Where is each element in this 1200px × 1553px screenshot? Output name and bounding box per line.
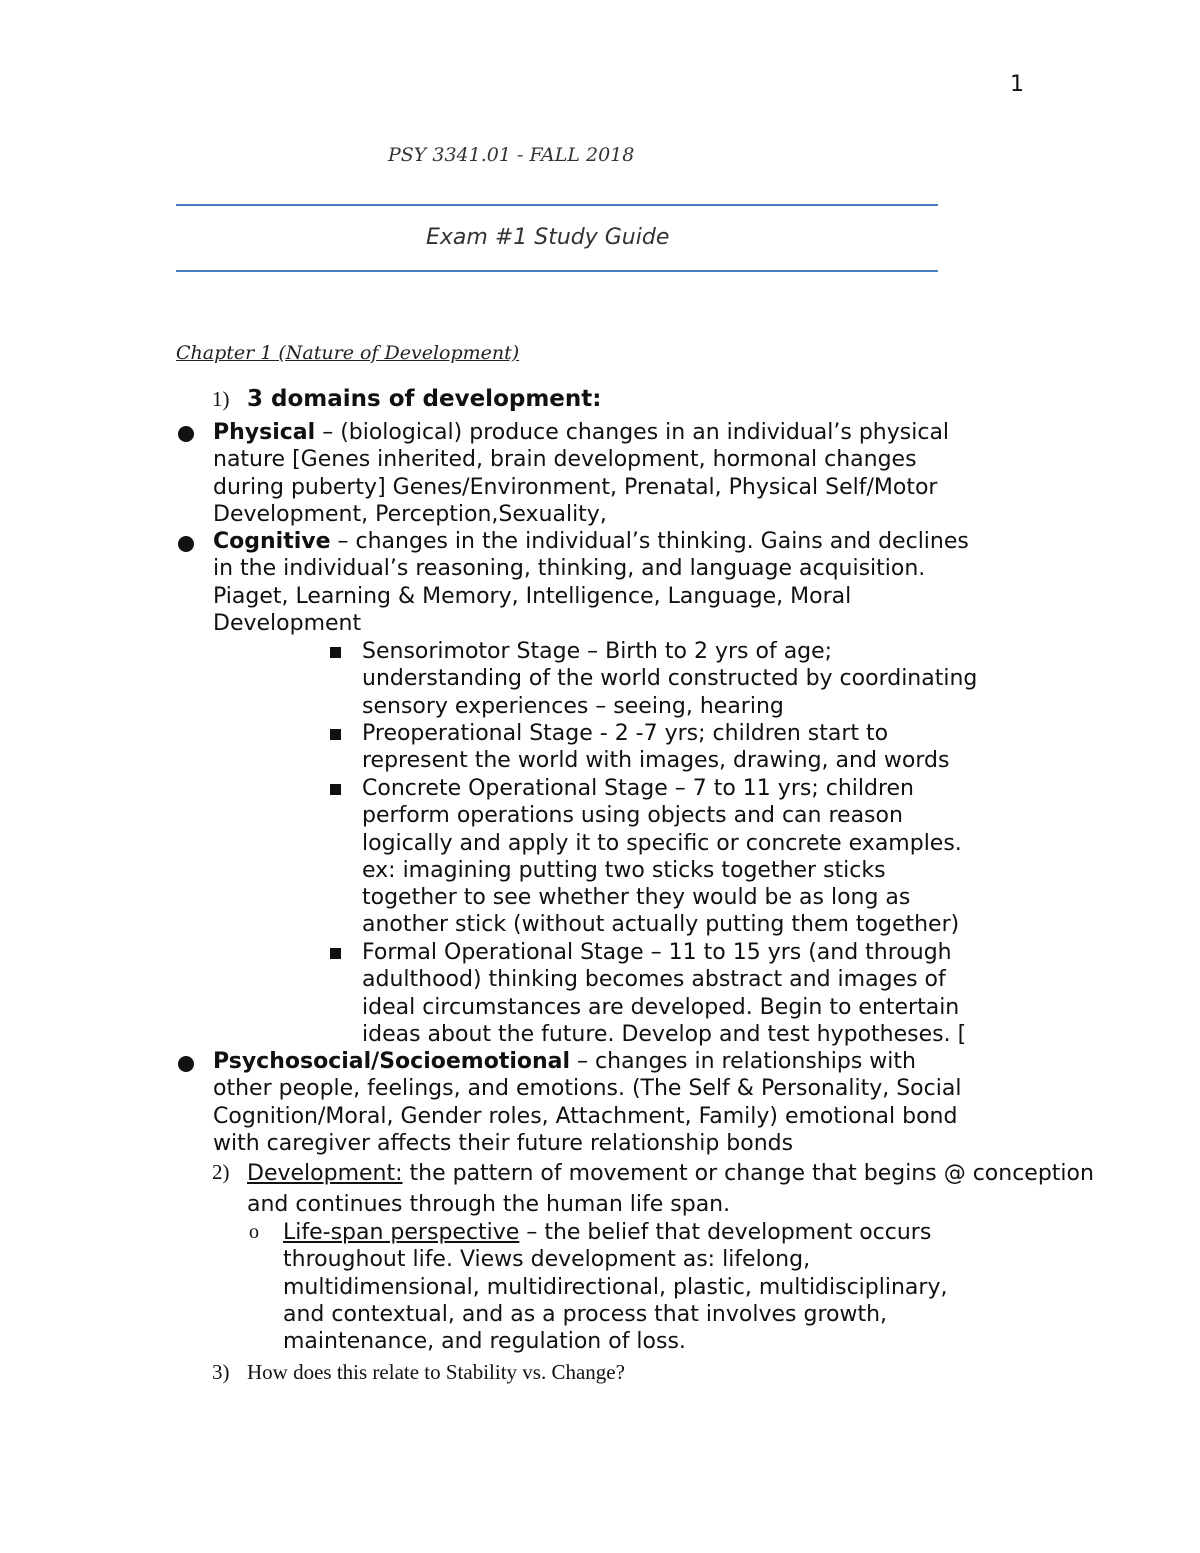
life-span-perspective xyxy=(283,1219,1183,1355)
stage-text: another stick (without actually putting them together) xyxy=(362,912,960,938)
chapter-heading: Chapter 1 (Nature of Development) xyxy=(176,342,520,364)
section-2-number: 2) xyxy=(212,1160,230,1184)
domain-text: – changes in relationships with xyxy=(570,1049,916,1074)
definition-text: throughout life. Views development as: lifelong, xyxy=(283,1247,811,1273)
square-bullet-icon xyxy=(330,647,341,658)
domain-text: in the individual’s reasoning, thinking, and language acquisition. xyxy=(213,556,926,582)
stage-preoperational xyxy=(362,720,1162,775)
domain-text: Cognition/Moral, Gender roles, Attachment, Family) emotional bond xyxy=(213,1103,958,1129)
domain-term: Psychosocial/Socioemotional xyxy=(213,1049,571,1074)
domain-text: Development, Perception,Sexuality, xyxy=(213,501,607,527)
development-definition xyxy=(247,1158,1187,1220)
square-bullet-icon xyxy=(330,948,341,959)
domain-cognitive xyxy=(213,528,1173,637)
bullet-icon xyxy=(178,536,194,552)
domain-physical xyxy=(213,419,1173,528)
domain-psychosocial xyxy=(213,1048,1173,1157)
section-3-number: 3) xyxy=(212,1360,230,1384)
section-1-number: 1) xyxy=(212,387,230,411)
square-bullet-icon xyxy=(330,729,341,740)
section-1-heading: 3 domains of development: xyxy=(247,386,602,412)
domain-text: other people, feelings, and emotions. (The Self & Personality, Social xyxy=(213,1076,962,1102)
stage-text: perform operations using objects and can reason xyxy=(362,803,903,829)
stage-formal-operational xyxy=(362,939,1162,1048)
stage-text: ideal circumstances are developed. Begin to entertain xyxy=(362,994,960,1020)
document-title: Exam #1 Study Guide xyxy=(426,225,670,250)
square-bullet-icon xyxy=(330,784,341,795)
stage-text: Preoperational Stage - 2 -7 yrs; children start to xyxy=(362,721,889,746)
top-rule xyxy=(176,204,938,206)
definition-text: and contextual, and as a process that involves growth, xyxy=(283,1301,888,1327)
stage-text: understanding of the world constructed by coordinating xyxy=(362,666,978,692)
stage-concrete-operational xyxy=(362,775,1162,939)
definition-text: the pattern of movement or change that begins @ conception xyxy=(402,1161,1094,1186)
life-span-term: Life-span perspective xyxy=(283,1220,520,1245)
stage-text: Concrete Operational Stage – 7 to 11 yrs; children xyxy=(362,776,914,801)
domain-text: Development xyxy=(213,610,362,636)
section-3-question: How does this relate to Stability vs. Change? xyxy=(247,1360,625,1384)
domain-text: – (biological) produce changes in an individual’s physical xyxy=(315,420,950,445)
bullet-icon xyxy=(178,1056,194,1072)
domain-text: with caregiver affects their future relationship bonds xyxy=(213,1130,794,1156)
course-header: PSY 3341.01 - FALL 2018 xyxy=(388,144,635,166)
domain-text: nature [Genes inherited, brain development, hormonal changes xyxy=(213,447,917,473)
stage-text: together to see whether they would be as long as xyxy=(362,885,911,911)
definition-text: maintenance, and regulation of loss. xyxy=(283,1329,686,1355)
stage-text: ideas about the future. Develop and test hypotheses. [ xyxy=(362,1021,967,1047)
stage-text: Formal Operational Stage – 11 to 15 yrs (and through xyxy=(362,940,952,965)
stage-text: adulthood) thinking becomes abstract and images of xyxy=(362,967,946,993)
stage-text: represent the world with images, drawing, and words xyxy=(362,748,950,774)
bottom-rule xyxy=(176,270,938,272)
definition-text: and continues through the human life span. xyxy=(247,1192,731,1217)
definition-text: – the belief that development occurs xyxy=(519,1220,932,1245)
development-term: Development: xyxy=(247,1161,403,1186)
domain-term: Cognitive xyxy=(213,529,331,554)
domain-term: Physical xyxy=(213,420,316,445)
bullet-icon xyxy=(178,426,194,442)
domain-text: – changes in the individual’s thinking. Gains and declines xyxy=(330,529,969,554)
stage-text: ex: imagining putting two sticks together sticks xyxy=(362,857,886,883)
domain-text: during puberty] Genes/Environment, Prenatal, Physical Self/Motor xyxy=(213,474,938,500)
stage-text: Sensorimotor Stage – Birth to 2 yrs of age; xyxy=(362,639,833,664)
definition-text: multidimensional, multidirectional, plastic, multidisciplinary, xyxy=(283,1274,948,1300)
page-number: 1 xyxy=(1010,72,1024,97)
circle-bullet-icon: o xyxy=(249,1221,259,1243)
stage-text: sensory experiences – seeing, hearing xyxy=(362,693,784,719)
domain-text: Piaget, Learning & Memory, Intelligence, Language, Moral xyxy=(213,583,852,609)
stage-text: logically and apply it to specific or concrete examples. xyxy=(362,830,962,856)
stage-sensorimotor xyxy=(362,638,1162,720)
